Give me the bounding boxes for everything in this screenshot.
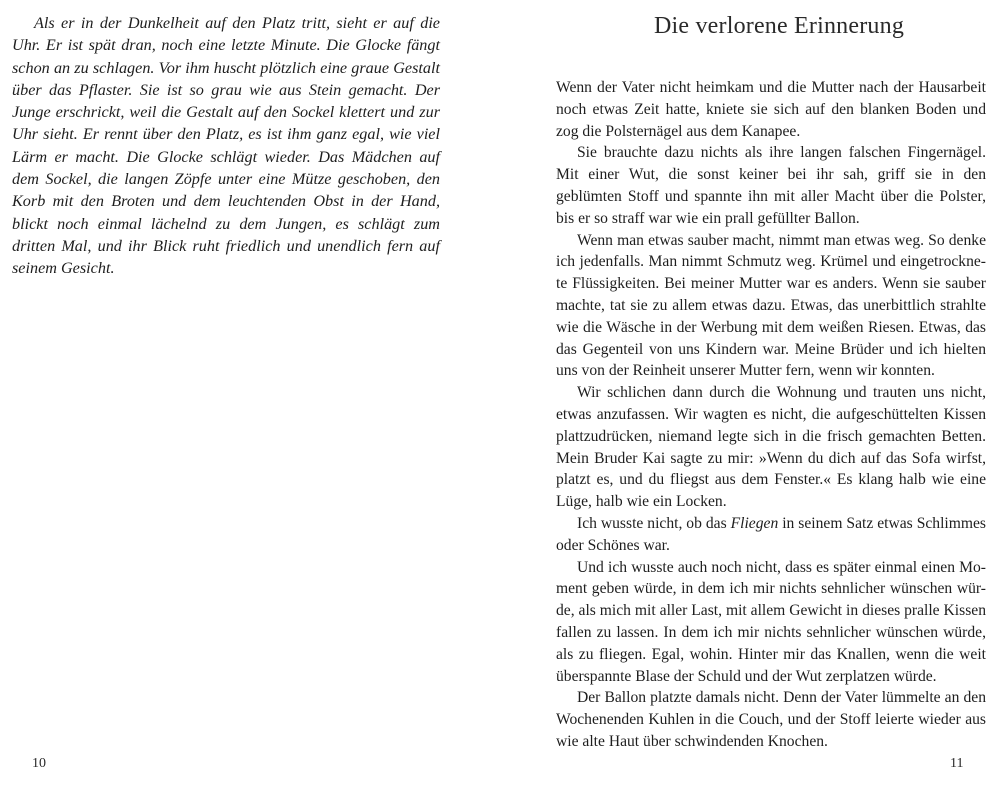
body-paragraph-4: Wir schlichen dann durch die Wohnung und trauten uns nicht, etwas anzufassen. Wir wagten es nicht, die aufgeschüttelten Kissen plattzudrücken, niemand legte sich in die frisch gemachten Betten. Mein Bruder Kai sagte zu mir: »Wenn du dich auf das Sofa wirfst, platzt es, und du fliegst aus dem Fenster.« Es klang halb wie eine Lüge, halb wie ein Locken. <box>556 384 986 511</box>
chapter-title: Die verlorene Erinnerung <box>654 13 905 39</box>
body-paragraph-2: Sie brauchte dazu nichts als ihre langen falschen Fingernägel. Mit einer Wut, die sonst keiner bei ihr sah, griff sie in den geblümten Stoff und spannte ihn mit aller Macht über die Polster, bis er so straff war wie ein prall gefüllter Ballon. <box>556 144 986 227</box>
body-paragraph-5 <box>556 513 986 557</box>
body-paragraph-3: Wenn man etwas sauber macht, nimmt man etwas weg. So denke ich jedenfalls. Man nimmt Schmutz weg. Krümel und eingetrockne-te Flüssigkeiten. Bei meiner Mutter war es anders. Wenn sie sauber machte, tat sie zu allem etwas dazu. Etwas, das unerbittlich strahlte wie die Wäsche in der Werbung mit dem weißen Riesen. Etwas, das das Gegenteil von uns Kindern war. Meine Brüder und ich hielten uns von der Reinheit unserer Mutter fern, wenn wir konnten. <box>556 231 986 380</box>
right-page <box>500 0 1000 800</box>
italic-paragraph: Als er in der Dunkelheit auf den Platz tritt, sieht er auf die Uhr. Er ist spät dran, noch eine letzte Minute. Die Glocke fängt schon an zu schlagen. Vor ihm huscht plötzlich eine graue Gestalt über das Pflaster. Sie ist so grau wie aus Stein gemacht. Der Junge erschrickt, weil die Gestalt auf den Sockel klettert und zur Uhr sieht. Er rennt über den Platz, es ist ihm ganz egal, wie viel Lärm er macht. Die Glocke schlägt wieder. Das Mädchen auf dem Sockel, die langen Zöpfe unter eine Mütze geschoben, den Korb mit den Broten und dem leuchtenden Obst in der Hand, blickt noch einmal lächelnd zu dem Jungen, es schlägt zum dritten Mal, und ihr Blick ruht friedlich und unendlich fern auf seinem Gesicht. <box>12 14 440 278</box>
page-number-right: 11 <box>950 756 964 771</box>
italic-excerpt <box>12 12 440 280</box>
chapter-body <box>556 77 986 753</box>
body-paragraph-7: Der Ballon platzte damals nicht. Denn der Vater lümmelte an den Wochenenden Kuhlen in die Couch, und der Stoff leierte wieder aus wie alte Haut über schwindenden Knochen. <box>556 689 986 750</box>
body-paragraph-5-end: in seinem Satz etwas Schlimmes oder Schönes war. <box>556 514 986 554</box>
body-paragraph-1: Wenn der Vater nicht heimkam und die Mutter nach der Hausarbeit noch etwas Zeit hatte, kniete sie sich auf den blanken Boden und zog die Polsternägel aus dem Kanapee. <box>556 79 986 140</box>
body-paragraph-6: Und ich wusste auch noch nicht, dass es später einmal einen Mo-ment geben würde, in dem ich mir nichts sehnlicher wünschen wür-de, als mich mit aller Last, mit allem Gewicht in dieses pralle Kissen fallen zu lassen. In dem ich mir nichts sehnlicher wünschen würde, als zu fliegen. Egal, wohin. Hinter mir das Knallen, wenn die weit überspannte Blase der Schuld und der Wut zerplatzen würde. <box>556 558 986 685</box>
emphasis-fliegen: Fliegen <box>730 514 779 532</box>
page-number-left: 10 <box>32 756 46 771</box>
body-paragraph-5-start: Ich wusste nicht, ob das <box>577 514 731 532</box>
